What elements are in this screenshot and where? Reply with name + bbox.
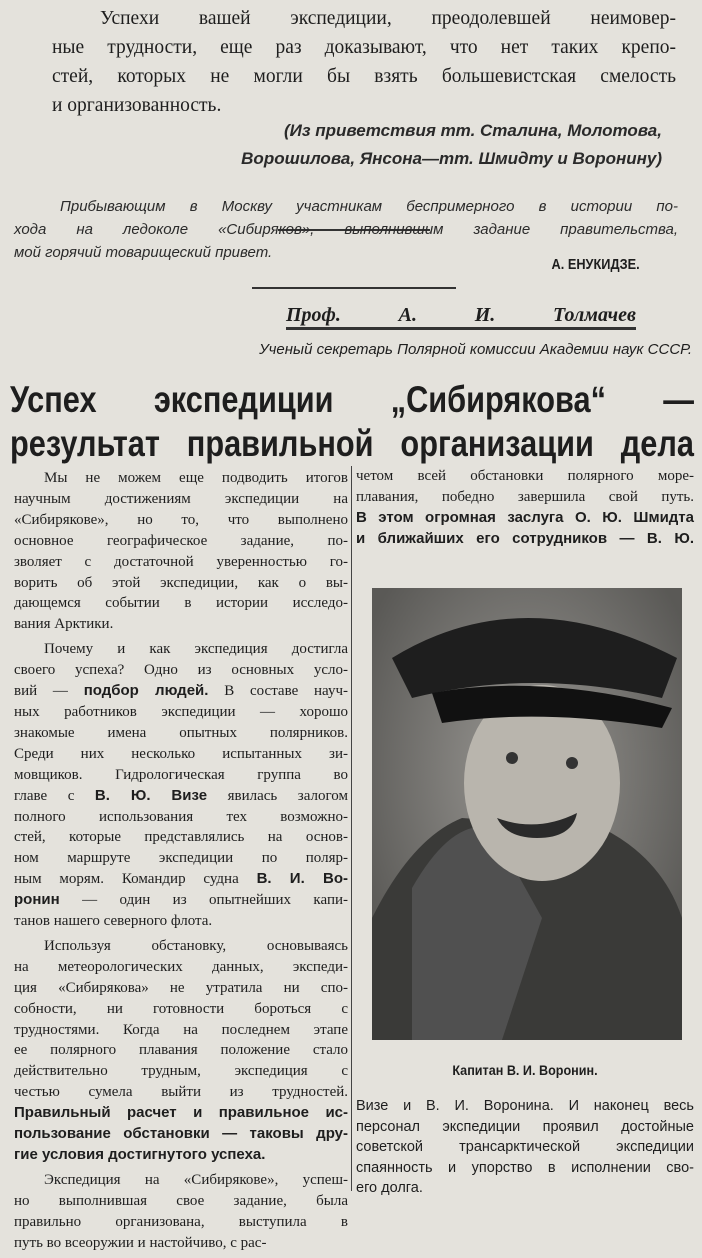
text-line	[356, 508, 694, 529]
text-segment: ным морям. Командир судна	[14, 871, 257, 888]
text-line: честью сумела выйти из трудностей.	[14, 1084, 348, 1101]
text-line: Прибывающим в Москву участникам беспримерного в истории по-	[60, 198, 678, 215]
text-line: Визе и В. И. Воронина. И наконец весь	[356, 1098, 694, 1114]
paragraph	[14, 639, 348, 932]
text-line: дающемся событии в истории исследо-	[14, 595, 348, 612]
text-line: стей, которых не могли бы взять большевистская смелость	[52, 66, 676, 87]
text-line: собности, ни готовности бороться с	[14, 1000, 348, 1017]
text-line	[14, 681, 348, 702]
text-line: танов нашего северного флота.	[14, 913, 213, 930]
text-segment: главе с	[14, 787, 95, 804]
text-line: и организованность.	[52, 95, 222, 116]
text-segment: явилась залогом	[207, 787, 348, 804]
text-line: «Сибирякове», но то, что выполнено	[14, 511, 348, 528]
text-line: Почему и как экспедиция достигла	[44, 641, 348, 658]
bold-text: гие условия достигнутого успеха.	[14, 1146, 266, 1163]
bold-text: В этом огромная заслуга О. Ю. Шмидта	[356, 508, 694, 526]
text-line: Среди них несколько испытанных зи-	[14, 745, 348, 762]
paragraph	[14, 1170, 348, 1254]
paragraph	[14, 468, 348, 635]
text-line: мой горячий товарищеский привет.	[14, 244, 273, 261]
text-line: путь во всеоружии и настойчиво, с рас-	[14, 1234, 267, 1251]
text-line: плавания, победно завершила свой путь.	[356, 488, 694, 505]
text-line	[14, 1103, 348, 1124]
text-line: хода на ледоколе «Сибиряков», выполнившим задание правительства,	[14, 221, 678, 238]
text-segment: — один из опытнейших капи-	[59, 892, 348, 909]
quote-source-line: Ворошилова, Янсона—тт. Шмидту и Воронину)	[241, 149, 662, 168]
bold-text: подбор людей.	[83, 682, 209, 700]
bold-text: ронин	[14, 891, 60, 909]
text-line: ворить об этой экспедиции, как о вы-	[14, 574, 348, 591]
article-left-column	[14, 468, 348, 1258]
text-line: стей, которые представлялись на основ-	[14, 829, 348, 846]
text-line: своего успеха? Одно из основных усло-	[14, 662, 348, 679]
author-position: Ученый секретарь Полярной комиссии Академии наук СССР.	[259, 341, 692, 358]
text-line: ных работников экспедиции — хорошо	[14, 703, 348, 720]
text-line: его долга.	[356, 1180, 423, 1196]
text-line: ее полярного плавания положение стало	[14, 1042, 348, 1059]
text-line	[14, 1124, 348, 1145]
column-divider	[351, 466, 352, 1191]
paragraph	[14, 936, 348, 1166]
quote-source-line: (Из приветствия тт. Сталина, Молотова,	[283, 121, 662, 140]
text-line: четом всей обстановки полярного море-	[356, 468, 694, 484]
text-line: но выполнившая свое задание, была	[14, 1192, 348, 1209]
text-line	[356, 529, 694, 550]
text-line	[14, 869, 348, 890]
captain-voronin-photo	[372, 588, 682, 1040]
text-segment: вий —	[14, 683, 84, 700]
bold-text: Правильный расчет и правильное ис-	[14, 1104, 348, 1122]
text-line: действительно трудным, экспедиция с	[14, 1063, 348, 1080]
text-line: трудностями. Когда на последнем этапе	[14, 1021, 348, 1038]
text-line: знакомые имена опытных полярников.	[14, 724, 348, 741]
text-line: Используя обстановку, основываясь	[44, 937, 348, 954]
text-line: основное географическое задание, по-	[14, 532, 348, 549]
article-headline	[10, 378, 694, 466]
text-line: вания Арктики.	[14, 616, 114, 633]
text-line	[14, 1145, 348, 1166]
enukidze-greeting	[14, 195, 678, 264]
text-line	[14, 890, 348, 911]
text-line: советской трансарктической экспедиции	[356, 1139, 694, 1155]
bold-text: В. Ю. Визе	[94, 786, 208, 804]
text-line: полного использования тех возможно-	[14, 808, 348, 825]
text-line: на метеорологических данных, экспеди-	[14, 958, 348, 975]
article-author: Проф. А. И. Толмачев	[286, 304, 636, 330]
bold-text: и ближайших его сотрудников — В. Ю.	[356, 529, 694, 547]
text-line: ция «Сибирякова» не утратила ни спо-	[14, 979, 348, 996]
text-segment: В составе науч-	[208, 683, 348, 700]
text-line: Успехи вашей экспедиции, преодолевшей неимовер-	[100, 8, 676, 29]
bold-text: В. И. Во-	[256, 870, 348, 888]
text-line	[14, 786, 348, 807]
stalin-greeting-quote	[52, 4, 676, 120]
text-line: мовщиков. Гидрологическая группа во	[14, 766, 348, 783]
photo-caption: Капитан В. И. Воронин.	[452, 1062, 598, 1078]
text-line: спаянность и упорство в исполнении сво-	[356, 1159, 694, 1176]
text-line: Экспедиция на «Сибирякове», успеш-	[44, 1171, 348, 1188]
bold-text: пользование обстановки — таковы дру-	[14, 1125, 348, 1143]
text-line: персонал экспедиции проявил достойные	[356, 1118, 694, 1135]
headline-line: результат правильной организации дела	[10, 423, 694, 464]
text-line: научным достижениям экспедиции на	[14, 490, 348, 507]
divider-rule	[252, 287, 456, 289]
headline-line: Успех экспедиции „Сибирякова“ —	[10, 379, 694, 420]
text-line: ные трудности, еще раз доказывают, что нет таких крепо-	[52, 37, 676, 58]
text-line: зволяет с достаточной уверенностью го-	[14, 553, 348, 570]
text-line: ном маршруте экспедиции по поляр-	[14, 850, 348, 867]
text-line: правильно организована, выступила в	[14, 1213, 348, 1230]
quote-source	[241, 117, 662, 173]
text-line: Мы не можем еще подводить итогов	[44, 470, 348, 486]
paragraph	[356, 466, 694, 550]
article-right-column-bottom	[356, 1096, 694, 1199]
article-right-column-top	[356, 466, 694, 554]
greeting-signature: А. ЕНУКИДЗЕ.	[551, 256, 640, 273]
